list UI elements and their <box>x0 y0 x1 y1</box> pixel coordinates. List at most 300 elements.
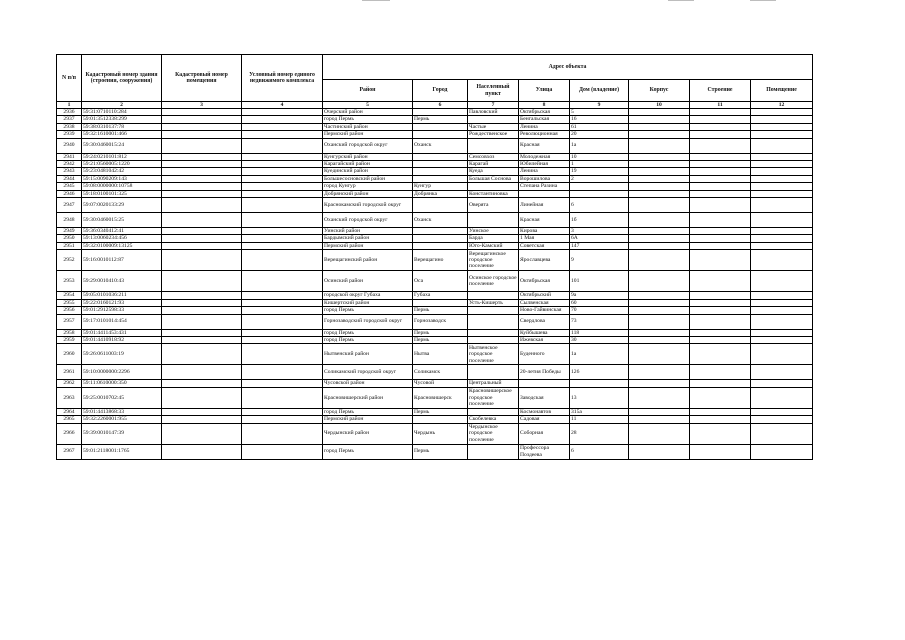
col-header-district: Район <box>323 80 413 102</box>
conditional-number <box>242 175 323 182</box>
house-cell <box>570 183 629 190</box>
city-cell: Пермь <box>413 116 468 123</box>
conditional-number <box>242 408 323 415</box>
pomeschenie-cell <box>751 271 813 292</box>
settlement-cell: Уинское <box>468 228 519 235</box>
korpus-cell <box>629 336 690 343</box>
district-cell: Карагайский район <box>323 161 413 168</box>
district-cell: город Пермь <box>323 307 413 314</box>
korpus-cell <box>629 228 690 235</box>
stroenie-cell <box>690 235 751 242</box>
conditional-number <box>242 198 323 213</box>
house-cell: 60 <box>570 299 629 306</box>
row-number: 2941 <box>57 153 82 160</box>
row-number: 2936 <box>57 109 82 116</box>
cadastral-number: 59:17:0101014:454 <box>82 314 162 329</box>
korpus-cell <box>629 314 690 329</box>
pomeschenie-cell <box>751 190 813 197</box>
room-cadastral-number <box>162 292 242 299</box>
cadastral-number: 59:07:0020133:29 <box>82 198 162 213</box>
city-cell: Кунгур <box>413 183 468 190</box>
district-cell: Большесосновский район <box>323 175 413 182</box>
stroenie-cell <box>690 380 751 387</box>
room-cadastral-number <box>162 365 242 380</box>
cadastral-number: 59:13:0060234:456 <box>82 235 162 242</box>
korpus-cell <box>629 190 690 197</box>
conditional-number <box>242 271 323 292</box>
house-cell: 5 <box>570 109 629 116</box>
pomeschenie-cell <box>751 250 813 271</box>
pomeschenie-cell <box>751 344 813 365</box>
district-cell: Кишертский район <box>323 299 413 306</box>
row-number: 2961 <box>57 365 82 380</box>
korpus-cell <box>629 116 690 123</box>
city-cell <box>413 198 468 213</box>
district-cell: Красновишерский район <box>323 387 413 408</box>
korpus-cell <box>629 344 690 365</box>
street-cell: Садовая <box>519 416 570 423</box>
room-cadastral-number <box>162 138 242 153</box>
korpus-cell <box>629 131 690 138</box>
row-number: 2944 <box>57 175 82 182</box>
street-cell: Ижевская <box>519 336 570 343</box>
city-cell: Красновишерск <box>413 387 468 408</box>
row-number: 2940 <box>57 138 82 153</box>
house-cell: 3 <box>570 228 629 235</box>
street-cell: Красная <box>519 138 570 153</box>
settlement-cell: Красновишерское городское поселение <box>468 387 519 408</box>
room-cadastral-number <box>162 387 242 408</box>
stroenie-cell <box>690 423 751 444</box>
conditional-number <box>242 299 323 306</box>
conditional-number <box>242 380 323 387</box>
table-row <box>57 336 813 343</box>
conditional-number <box>242 423 323 444</box>
house-cell: 10 <box>570 153 629 160</box>
street-cell: Советская <box>519 242 570 249</box>
house-cell: 1б <box>570 213 629 228</box>
row-number: 2943 <box>57 168 82 175</box>
street-cell <box>519 380 570 387</box>
settlement-cell: Усть-Кишерть <box>468 299 519 306</box>
stroenie-cell <box>690 292 751 299</box>
conditional-number <box>242 292 323 299</box>
district-cell: Чусовской район <box>323 380 413 387</box>
settlement-cell: Нытвенское городское поселение <box>468 344 519 365</box>
room-cadastral-number <box>162 175 242 182</box>
settlement-cell: Барда <box>468 235 519 242</box>
district-cell: городской округ Губаха <box>323 292 413 299</box>
row-number: 2946 <box>57 190 82 197</box>
room-cadastral-number <box>162 228 242 235</box>
table-row <box>57 380 813 387</box>
district-cell: Оханский городской округ <box>323 138 413 153</box>
stroenie-cell <box>690 444 751 459</box>
stroenie-cell <box>690 416 751 423</box>
stroenie-cell <box>690 365 751 380</box>
scan-edge-line-1 <box>362 0 390 1</box>
house-cell: 70 <box>570 307 629 314</box>
col-number: 12 <box>751 102 813 109</box>
cadastral-number: 59:22:0160121:93 <box>82 299 162 306</box>
settlement-cell: Куеда <box>468 168 519 175</box>
table-row <box>57 408 813 415</box>
settlement-cell <box>468 213 519 228</box>
stroenie-cell <box>690 228 751 235</box>
cadastral-number: 59:01:2118001:1765 <box>82 444 162 459</box>
city-cell <box>413 131 468 138</box>
table-row <box>57 242 813 249</box>
stroenie-cell <box>690 161 751 168</box>
district-cell: Соликамский городской округ <box>323 365 413 380</box>
row-number: 2947 <box>57 198 82 213</box>
row-number: 2957 <box>57 314 82 329</box>
cadastral-number: 59:30:0460015:24 <box>82 138 162 153</box>
cadastral-number: 59:29:0010410:43 <box>82 271 162 292</box>
table-row <box>57 344 813 365</box>
room-cadastral-number <box>162 250 242 271</box>
stroenie-cell <box>690 168 751 175</box>
row-number: 2958 <box>57 329 82 336</box>
settlement-cell <box>468 307 519 314</box>
district-cell: Чердынский район <box>323 423 413 444</box>
conditional-number <box>242 123 323 130</box>
korpus-cell <box>629 387 690 408</box>
district-cell: город Пермь <box>323 408 413 415</box>
col-header-pomeschenie: Помещение <box>751 80 813 102</box>
street-cell: Куйбышева <box>519 329 570 336</box>
street-cell: Октябрьская <box>519 271 570 292</box>
pomeschenie-cell <box>751 242 813 249</box>
conditional-number <box>242 329 323 336</box>
house-cell: 28 <box>570 423 629 444</box>
pomeschenie-cell <box>751 161 813 168</box>
col-number: 7 <box>468 102 519 109</box>
conditional-number <box>242 387 323 408</box>
house-cell: 1 <box>570 161 629 168</box>
room-cadastral-number <box>162 153 242 160</box>
row-number: 2949 <box>57 228 82 235</box>
table-row <box>57 423 813 444</box>
korpus-cell <box>629 329 690 336</box>
table-row <box>57 138 813 153</box>
korpus-cell <box>629 153 690 160</box>
room-cadastral-number <box>162 329 242 336</box>
district-cell: город Пермь <box>323 444 413 459</box>
korpus-cell <box>629 408 690 415</box>
house-cell: 20 <box>570 131 629 138</box>
district-cell: Верещагинский район <box>323 250 413 271</box>
stroenie-cell <box>690 131 751 138</box>
korpus-cell <box>629 271 690 292</box>
room-cadastral-number <box>162 123 242 130</box>
table-row <box>57 198 813 213</box>
cadastral-number: 59:30:0460015:25 <box>82 213 162 228</box>
city-cell: Горнозаводск <box>413 314 468 329</box>
col-header-city: Город <box>413 80 468 102</box>
pomeschenie-cell <box>751 138 813 153</box>
stroenie-cell <box>690 123 751 130</box>
room-cadastral-number <box>162 131 242 138</box>
table-row <box>57 307 813 314</box>
table-row <box>57 168 813 175</box>
pomeschenie-cell <box>751 387 813 408</box>
house-cell: 2 <box>570 175 629 182</box>
col-header-cad-room: Кадастровый номер помещения <box>162 55 242 102</box>
row-number: 2963 <box>57 387 82 408</box>
settlement-cell <box>468 444 519 459</box>
city-cell: Оса <box>413 271 468 292</box>
house-cell: 30 <box>570 336 629 343</box>
house-cell: 9а <box>570 292 629 299</box>
row-number: 2960 <box>57 344 82 365</box>
street-cell: 1 Мая <box>519 235 570 242</box>
table-row <box>57 235 813 242</box>
table-row <box>57 213 813 228</box>
room-cadastral-number <box>162 109 242 116</box>
conditional-number <box>242 228 323 235</box>
city-cell: Пермь <box>413 336 468 343</box>
house-cell: 19 <box>570 168 629 175</box>
room-cadastral-number <box>162 116 242 123</box>
cadastral-number: 59:01:4411453:431 <box>82 329 162 336</box>
settlement-cell: Скобелевка <box>468 416 519 423</box>
city-cell <box>413 235 468 242</box>
district-cell: город Кунгур <box>323 183 413 190</box>
street-cell: Бенгальская <box>519 116 570 123</box>
table-row <box>57 116 813 123</box>
cadastral-number: 59:21:0560005:1220 <box>82 161 162 168</box>
city-cell: Пермь <box>413 408 468 415</box>
table-row <box>57 299 813 306</box>
col-header-stroenie: Строение <box>690 80 751 102</box>
col-header-house: Дом (владение) <box>570 80 629 102</box>
settlement-cell: Карагай <box>468 161 519 168</box>
house-cell: 118 <box>570 329 629 336</box>
city-cell: Нытва <box>413 344 468 365</box>
col-number: 2 <box>82 102 162 109</box>
street-cell: Ярославцева <box>519 250 570 271</box>
conditional-number <box>242 213 323 228</box>
city-cell <box>413 109 468 116</box>
house-cell: 73 <box>570 314 629 329</box>
scan-edge-line-2 <box>668 0 694 1</box>
settlement-cell <box>468 183 519 190</box>
street-cell: Соборная <box>519 423 570 444</box>
settlement-cell <box>468 329 519 336</box>
city-cell <box>413 228 468 235</box>
pomeschenie-cell <box>751 228 813 235</box>
city-cell: Пермь <box>413 307 468 314</box>
col-number: 3 <box>162 102 242 109</box>
stroenie-cell <box>690 153 751 160</box>
korpus-cell <box>629 123 690 130</box>
cadastral-number: 59:16:0010112:87 <box>82 250 162 271</box>
house-cell: 11 <box>570 416 629 423</box>
cadastral-number: 59:32:1610001:466 <box>82 131 162 138</box>
korpus-cell <box>629 213 690 228</box>
city-cell: Чердынь <box>413 423 468 444</box>
street-cell: Ленина <box>519 168 570 175</box>
city-cell: Добрянка <box>413 190 468 197</box>
cadastral-number: 59:31:0710110:284 <box>82 109 162 116</box>
table-row <box>57 131 813 138</box>
cadastral-number: 59:08:0000000:10758 <box>82 183 162 190</box>
table-row <box>57 329 813 336</box>
col-number: 4 <box>242 102 323 109</box>
district-cell: Добрянский район <box>323 190 413 197</box>
street-cell: Кирова <box>519 228 570 235</box>
row-number: 2948 <box>57 213 82 228</box>
scan-edge-line-3 <box>750 0 776 1</box>
street-cell: Юбилейная <box>519 161 570 168</box>
table-row <box>57 109 813 116</box>
room-cadastral-number <box>162 408 242 415</box>
district-cell: Горнозаводский городской округ <box>323 314 413 329</box>
table-row <box>57 271 813 292</box>
korpus-cell <box>629 416 690 423</box>
pomeschenie-cell <box>751 329 813 336</box>
korpus-cell <box>629 299 690 306</box>
row-number: 2955 <box>57 299 82 306</box>
room-cadastral-number <box>162 235 242 242</box>
pomeschenie-cell <box>751 423 813 444</box>
settlement-cell: Семсовхоз <box>468 153 519 160</box>
settlement-cell: Константиновка <box>468 190 519 197</box>
cadastral-number: 59:11:0610000:350 <box>82 380 162 387</box>
street-cell: Линейная <box>519 198 570 213</box>
conditional-number <box>242 116 323 123</box>
pomeschenie-cell <box>751 175 813 182</box>
stroenie-cell <box>690 408 751 415</box>
cadastral-number: 59:39:0010147:39 <box>82 423 162 444</box>
district-cell: Оханский городской округ <box>323 213 413 228</box>
cadastral-number: 59:32:2260001:955 <box>82 416 162 423</box>
conditional-number <box>242 344 323 365</box>
pomeschenie-cell <box>751 408 813 415</box>
cadastral-number: 59:15:0090209:143 <box>82 175 162 182</box>
room-cadastral-number <box>162 344 242 365</box>
room-cadastral-number <box>162 299 242 306</box>
stroenie-cell <box>690 138 751 153</box>
table-row <box>57 190 813 197</box>
row-number: 2959 <box>57 336 82 343</box>
row-number: 2964 <box>57 408 82 415</box>
col-header-settlement: Населенный пункт <box>468 80 519 102</box>
settlement-cell: Большая Соснова <box>468 175 519 182</box>
settlement-cell: Павловский <box>468 109 519 116</box>
cadastral-number: 59:01:2912598:33 <box>82 307 162 314</box>
house-cell: 61 <box>570 123 629 130</box>
stroenie-cell <box>690 329 751 336</box>
city-cell: Пермь <box>413 329 468 336</box>
house-cell: 1а <box>570 138 629 153</box>
col-header-cad-building: Кадастровый номер здания (строения, сооружения) <box>82 55 162 102</box>
district-cell: Бардымский район <box>323 235 413 242</box>
street-cell: 20-летия Победы <box>519 365 570 380</box>
pomeschenie-cell <box>751 235 813 242</box>
city-cell: Верещагино <box>413 250 468 271</box>
district-cell: Куединский район <box>323 168 413 175</box>
korpus-cell <box>629 235 690 242</box>
city-cell <box>413 168 468 175</box>
stroenie-cell <box>690 314 751 329</box>
cadastral-number: 59:26:0611003:19 <box>82 344 162 365</box>
settlement-cell <box>468 365 519 380</box>
pomeschenie-cell <box>751 131 813 138</box>
house-cell: 6 <box>570 444 629 459</box>
city-cell <box>413 153 468 160</box>
city-cell: Соликамск <box>413 365 468 380</box>
stroenie-cell <box>690 109 751 116</box>
table-row <box>57 228 813 235</box>
settlement-cell <box>468 292 519 299</box>
room-cadastral-number <box>162 198 242 213</box>
room-cadastral-number <box>162 183 242 190</box>
pomeschenie-cell <box>751 444 813 459</box>
street-cell: Степана Разина <box>519 183 570 190</box>
table-row <box>57 183 813 190</box>
conditional-number <box>242 183 323 190</box>
room-cadastral-number <box>162 416 242 423</box>
korpus-cell <box>629 380 690 387</box>
conditional-number <box>242 138 323 153</box>
row-number: 2937 <box>57 116 82 123</box>
district-cell: город Пермь <box>323 116 413 123</box>
pomeschenie-cell <box>751 198 813 213</box>
col-header-address: Адрес объекта <box>323 55 813 80</box>
street-cell: Профессора Поздеева <box>519 444 570 459</box>
settlement-cell <box>468 116 519 123</box>
korpus-cell <box>629 307 690 314</box>
district-cell: Очерский район <box>323 109 413 116</box>
stroenie-cell <box>690 344 751 365</box>
street-cell: Революционная <box>519 131 570 138</box>
room-cadastral-number <box>162 336 242 343</box>
row-number: 2965 <box>57 416 82 423</box>
settlement-cell: Оверята <box>468 198 519 213</box>
street-cell: Ново-Гайвинская <box>519 307 570 314</box>
street-cell: Красная <box>519 213 570 228</box>
district-cell: Частинский район <box>323 123 413 130</box>
house-cell: 126 <box>570 365 629 380</box>
table-row <box>57 161 813 168</box>
korpus-cell <box>629 168 690 175</box>
conditional-number <box>242 336 323 343</box>
district-cell: Пермский район <box>323 416 413 423</box>
street-cell <box>519 190 570 197</box>
district-cell: Пермский район <box>323 242 413 249</box>
pomeschenie-cell <box>751 116 813 123</box>
room-cadastral-number <box>162 307 242 314</box>
table-row <box>57 365 813 380</box>
table-row <box>57 153 813 160</box>
street-cell: Свердлова <box>519 314 570 329</box>
row-number: 2966 <box>57 423 82 444</box>
street-cell: Буденного <box>519 344 570 365</box>
house-cell <box>570 190 629 197</box>
row-number: 2954 <box>57 292 82 299</box>
pomeschenie-cell <box>751 416 813 423</box>
col-header-korpus: Корпус <box>629 80 690 102</box>
city-cell <box>413 242 468 249</box>
table-row <box>57 314 813 329</box>
pomeschenie-cell <box>751 314 813 329</box>
col-number: 11 <box>690 102 751 109</box>
street-cell: Октябрьская <box>519 109 570 116</box>
room-cadastral-number <box>162 213 242 228</box>
row-number: 2939 <box>57 131 82 138</box>
